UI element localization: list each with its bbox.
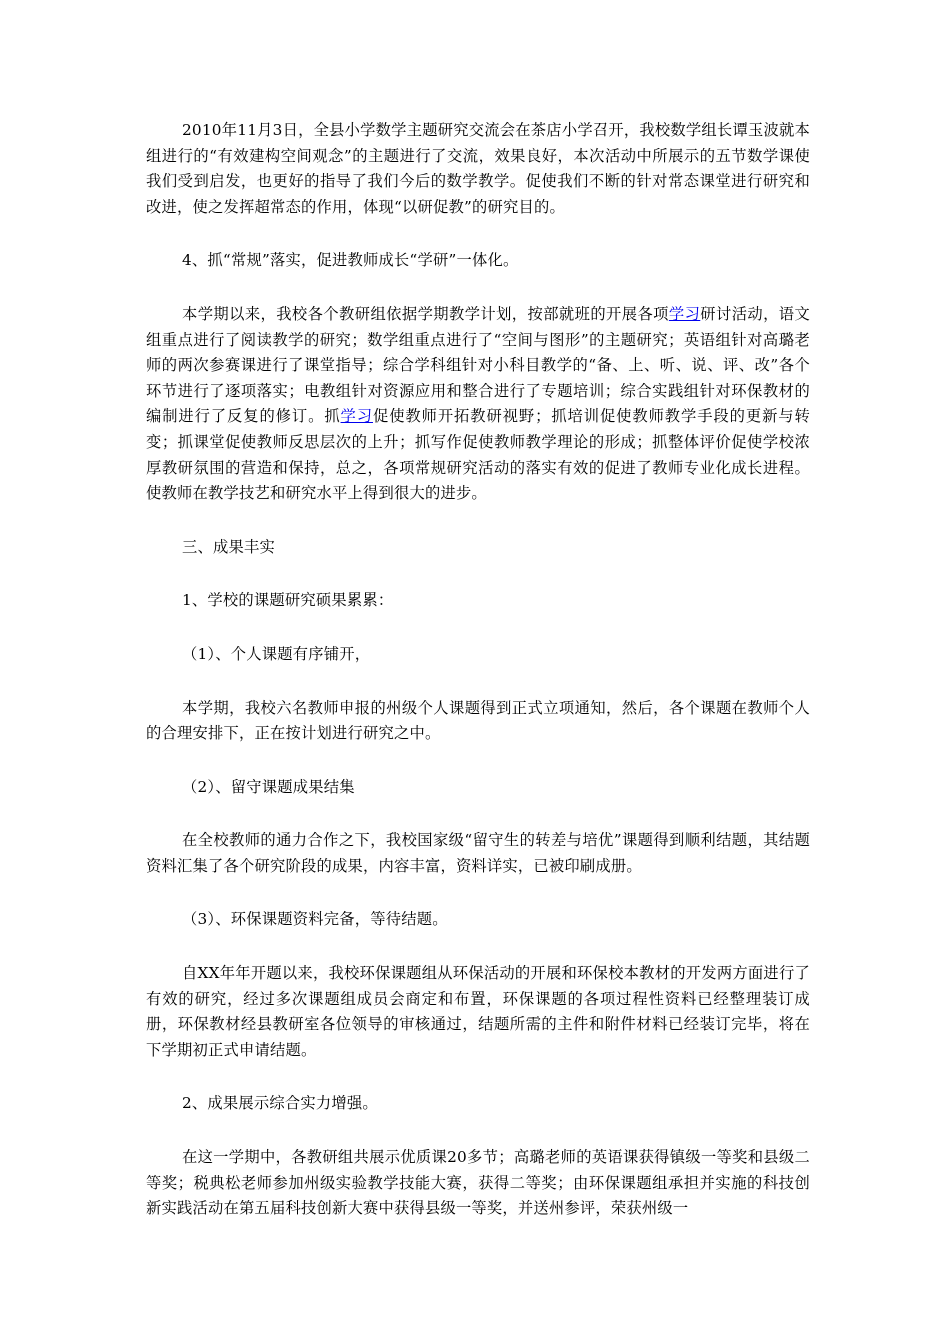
- heading-left-behind-topic: （2）、留守课题成果结集: [182, 777, 355, 796]
- heading-environment-topic: （3）、环保课题资料完备，等待结题。: [182, 910, 448, 929]
- paragraph-routine-text-c: 促使教师开拓教研视野；抓培训促使教师教学手段的更新与转变；抓课堂促使教师反思层次的上升；抓写作促使教师教学理论的形成；抓整体评价促使学校浓厚教研氛围的营造和保持，总之，各项常规研究活动的落实有效的促进了教师专业化成长进程。使教师在教学技艺和研究水平上得到很大的进步。: [146, 407, 810, 503]
- document-body: [146, 118, 810, 1222]
- heading-personal-topics: （1）、个人课题有序铺开，: [182, 644, 371, 663]
- study-link-2[interactable]: 学习: [340, 407, 373, 426]
- paragraph-math-seminar: 2010年11月3日，全县小学数学主题研究交流会在茶店小学召开，我校数学组长谭玉波就本组进行的“有效建构空间观念”的主题进行了交流，效果良好，本次活动中所展示的五节数学课使我们受到启发，也更好的指导了我们今后的数学教学。促使我们不断的针对常态课堂进行研究和改进，使之发挥超常态的作用，体现“以研促教”的研究目的。: [146, 121, 810, 216]
- paragraph-left-behind-topic: 在全校教师的通力合作之下，我校国家级“留守生的转差与培优”课题得到顺利结题，其结题资料汇集了各个研究阶段的成果，内容丰富，资料详实，已被印刷成册。: [146, 831, 810, 875]
- paragraph-environment-topic: 自XX年年开题以来，我校环保课题组从环保活动的开展和环保校本教材的开发两方面进行了有效的研究，经过多次课题组成员会商定和布置，环保课题的各项过程性资料已经整理装订成册，环保教材经县教研室各位领导的审核通过，结题所需的主件和附件材料已经装订完毕，将在下学期初正式申请结题。: [146, 964, 810, 1059]
- paragraph-routine-text-b: 研讨活动，语文组重点进行了阅读教学的研究；数学组重点进行了“空间与图形”的主题研究；英语组针对高璐老师的两次参赛课进行了课堂指导；综合学科组针对小科目教学的“备、上、听、说、评、改”各个环节进行了逐项落实；电教组针对资源应用和整合进行了专题培训；综合实践组针对环保教材的编制进行了反复的修订。抓: [146, 304, 811, 426]
- study-link[interactable]: 学习: [668, 304, 701, 323]
- heading-achievements: 三、成果丰实: [182, 537, 275, 556]
- paragraph-routine: [146, 302, 810, 507]
- paragraph-showcase: 在这一学期中，各教研组共展示优质课20多节；高璐老师的英语课获得镇级一等奖和县级二等奖；税典松老师参加州级实验教学技能大赛，获得二等奖；由环保课题组承担并实施的科技创新实践活动在第五届科技创新大赛中获得县级一等奖，并送州参评，荣获州级一: [146, 1148, 810, 1218]
- heading-showcase: 2、成果展示综合实力增强。: [182, 1094, 378, 1113]
- paragraph-routine-text-a: 本学期以来，我校各个教研组依据学期教学计划，按部就班的开展各项: [182, 304, 669, 323]
- paragraph-personal-topics: 本学期，我校六名教师申报的州级个人课题得到正式立项通知，然后，各个课题在教师个人的合理安排下，正在按计划进行研究之中。: [146, 698, 810, 743]
- heading-routine: 4、抓“常规”落实，促进教师成长“学研”一体化。: [182, 251, 519, 270]
- heading-research-results: 1、学校的课题研究硕果累累：: [182, 591, 394, 610]
